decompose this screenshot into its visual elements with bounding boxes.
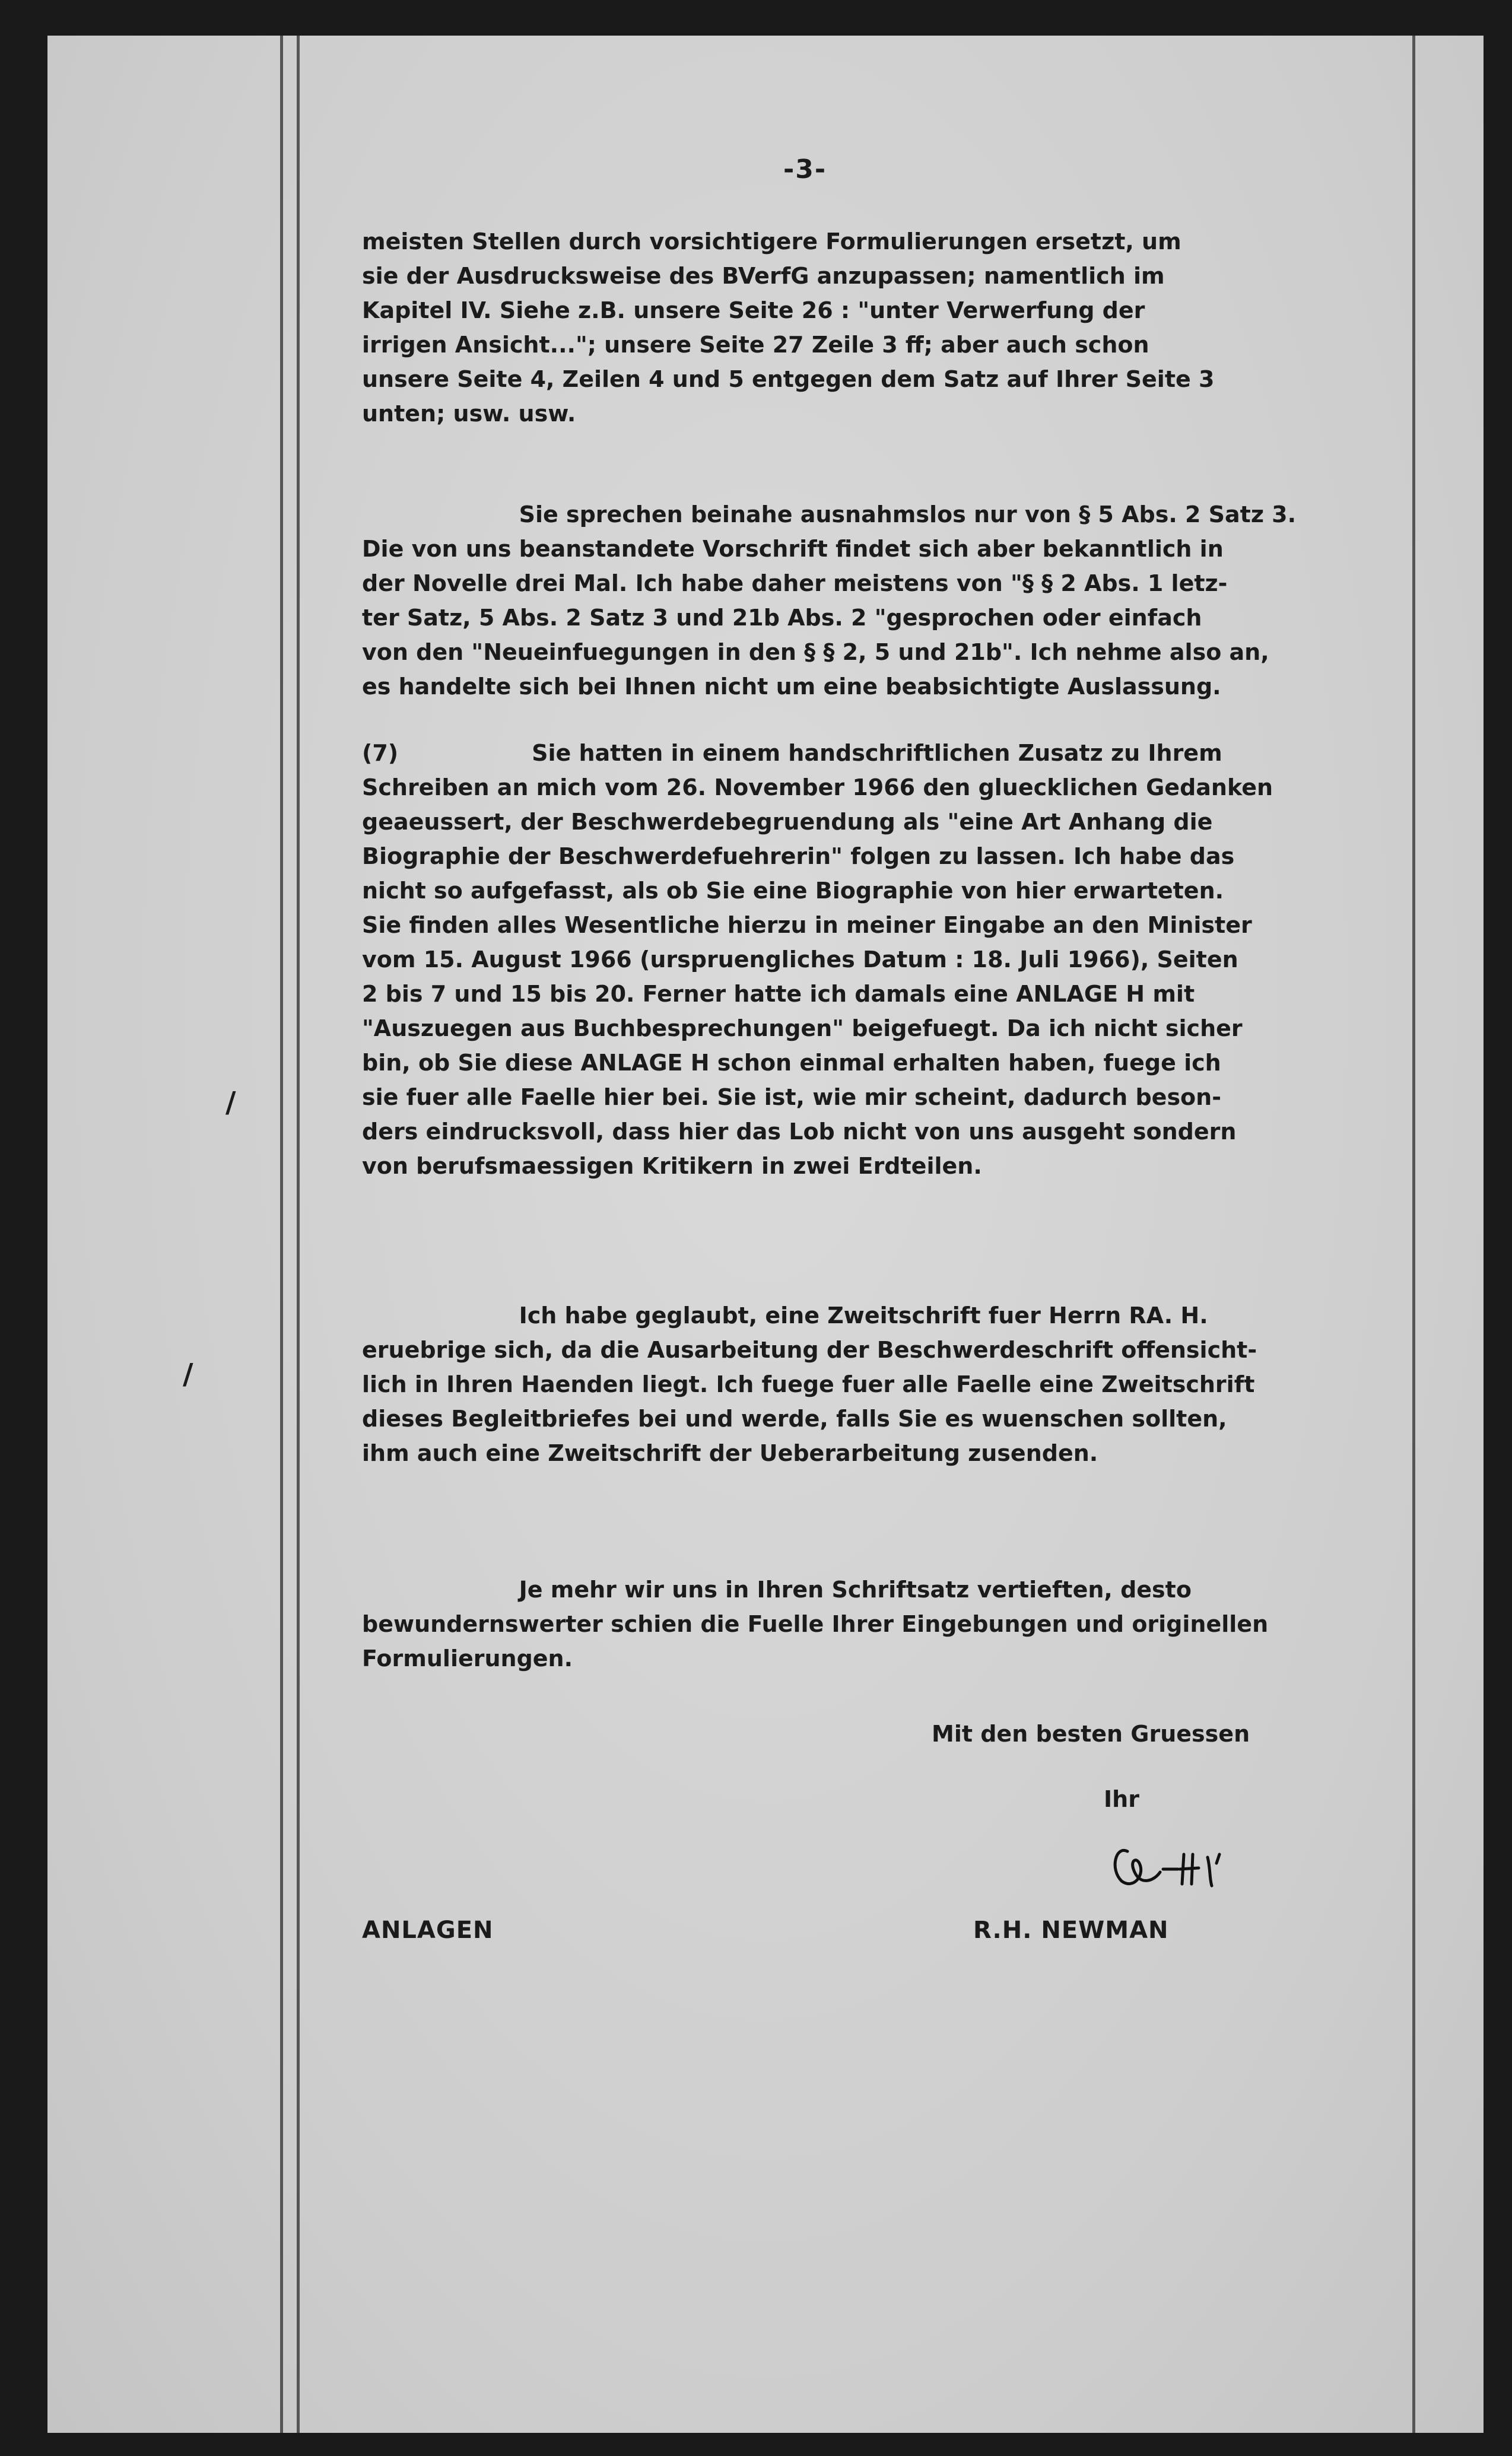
paragraph: Ich habe geglaubt, eine Zweitschrift fuer Herrn RA. H. eruebrige sich, da die Ausarbeitung der Beschwerdeschrift offensicht- lich in Ihren Haenden liegt. Ich fuege fuer alle Faelle eine Zweitschrift dieses Begleitbriefes bei und werde, falls Sie es wuenschen sollten, ihm auch eine Zweitschrift der Ueberarbeitung zusenden.: [362, 1302, 1257, 1466]
margin-mark: /: [225, 1086, 236, 1119]
paragraph: Sie sprechen beinahe ausnahmslos nur von § 5 Abs. 2 Satz 3. Die von uns beanstandete Vorschrift findet sich aber bekanntlich in der Novelle drei Mal. Ich habe daher meistens von "§ § 2 Abs. 1 letz- ter Satz, 5 Abs. 2 Satz 3 und 21b Abs. 2 "gesprochen oder einfach von den "Neueinfuegungen in den § § 2, 5 und 21b". Ich nehme also an, es handelte sich bei Ihnen nicht um eine beabsichtigte Auslassung.: [362, 501, 1297, 700]
page-number: -3-: [783, 154, 827, 185]
document-page: [47, 36, 1484, 2433]
margin-rule-left-inner: [297, 36, 300, 2433]
sender-name: R.H. NEWMAN: [973, 1917, 1169, 1944]
enclosures-label: ANLAGEN: [362, 1917, 494, 1944]
salutation: Ihr: [1104, 1786, 1139, 1812]
paragraph: (7) Sie hatten in einem handschriftlichen Zusatz zu Ihrem Schreiben an mich vom 26. November 1966 den gluecklichen Gedanken geaeussert, der Beschwerdebegruendung als "eine Art Anhang die Biographie der Beschwerdefuehrerin" folgen zu lassen. Ich habe das nicht so aufgefasst, als ob Sie eine Biographie von hier erwarteten. Sie finden alles Wesentliche hierzu in meiner Eingabe an den Minister vom 15. August 1966 (urspruengliches Datum : 18. Juli 1966), Seiten 2 bis 7 und 15 bis 20. Ferner hatte ich damals eine ANLAGE H mit "Auszuegen aus Buchbesprechungen" beigefuegt. Da ich nicht sicher bin, ob Sie diese ANLAGE H schon einmal erhalten haben, fuege ich sie fuer alle Faelle hier bei. Sie ist, wie mir scheint, dadurch beson- ders eindrucksvoll, dass hier das Lob nicht von uns ausgeht sondern von berufsmaessigen Kritikern in zwei Erdteilen.: [362, 740, 1273, 1179]
handwritten-signature: [1104, 1822, 1246, 1911]
paragraph: Je mehr wir uns in Ihren Schriftsatz vertieften, desto bewundernswerter schien die Fuelle Ihrer Eingebungen und originellen Formulierungen.: [362, 1577, 1269, 1672]
margin-rule-left-outer: [280, 36, 283, 2433]
margin-rule-right: [1412, 36, 1415, 2433]
paragraph: meisten Stellen durch vorsichtigere Formulierungen ersetzt, um sie der Ausdrucksweise des BVerfG anzupassen; namentlich im Kapitel IV. Siehe z.B. unsere Seite 26 : "unter Verwerfung der irrigen Ansicht..."; unsere Seite 27 Zeile 3 ff; aber auch schon unsere Seite 4, Zeilen 4 und 5 entgegen dem Satz auf Ihrer Seite 3 unten; usw. usw.: [362, 228, 1215, 427]
margin-mark: /: [183, 1358, 193, 1391]
closing-line: Mit den besten Gruessen: [932, 1721, 1250, 1747]
